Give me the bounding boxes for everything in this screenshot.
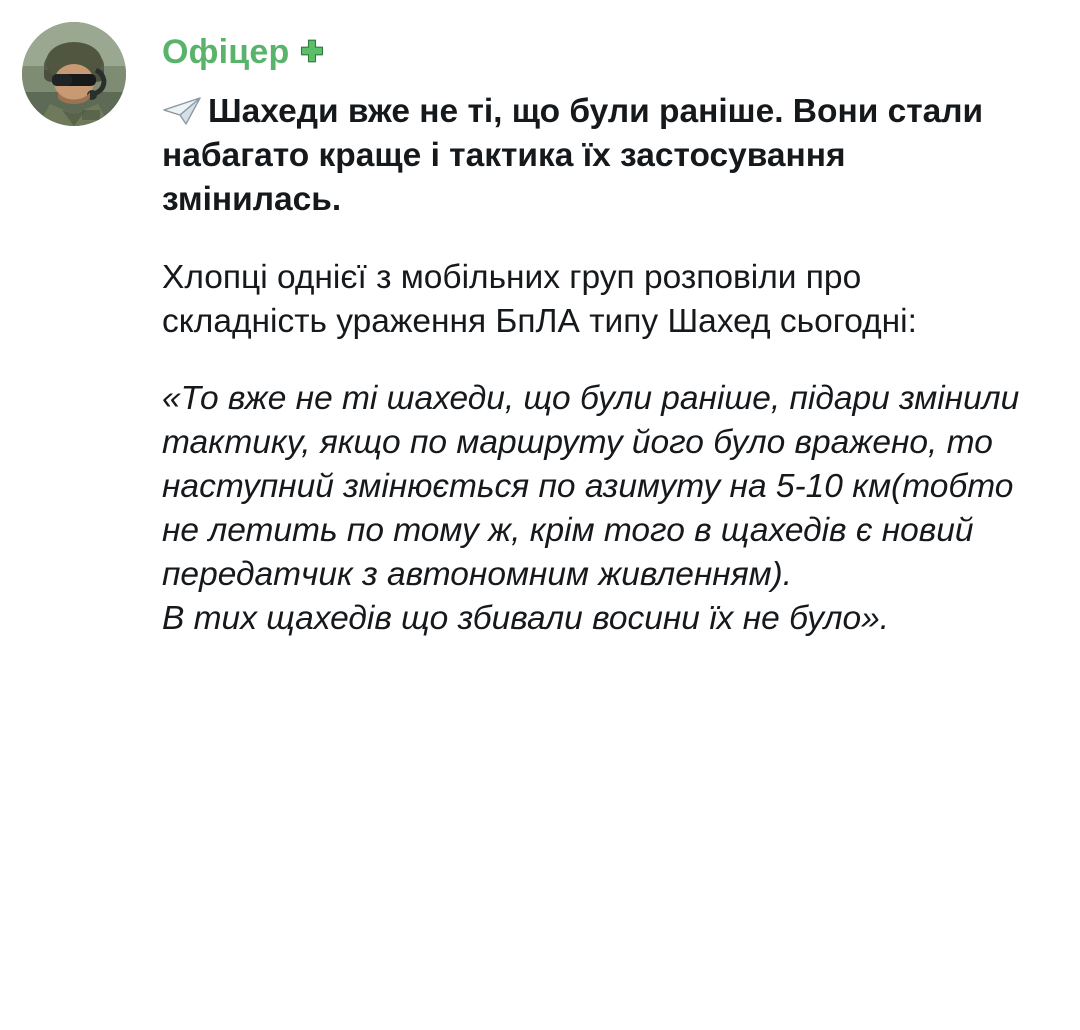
intro-paragraph: Хлопці однієї з мобільних груп розповіли про складність ураження БпЛА типу Шахед сьогодні: — [162, 258, 917, 340]
author-name[interactable]: Офіцер — [162, 33, 290, 71]
headline-paragraph — [162, 90, 1022, 222]
post-body — [162, 90, 1022, 641]
soldier-avatar-photo — [22, 22, 126, 126]
paper-plane-icon — [162, 96, 202, 126]
headline-text: Шахеди вже не ті, що були раніше. Вони стали набагато краще і тактика їх застосування змінилась. — [162, 93, 984, 218]
quote-paragraph-1: «То вже не ті шахеди, що були раніше, підари змінили тактику, якщо по маршруту його було вражено, то наступний змінюється по азимуту на 5-10 км(тобто не летить по тому ж, крім того в щахедів є новий передатчик з автономним живленням). — [162, 380, 1020, 593]
post-content — [162, 28, 1044, 641]
verified-cross-icon — [299, 39, 325, 65]
quote-paragraph-2: В тих щахедів що збивали восини їх не було». — [162, 599, 890, 637]
paragraph-spacer-1 — [162, 222, 1022, 256]
author-line — [162, 28, 1044, 76]
paragraph-spacer-2 — [162, 343, 1022, 377]
avatar[interactable] — [22, 22, 126, 126]
